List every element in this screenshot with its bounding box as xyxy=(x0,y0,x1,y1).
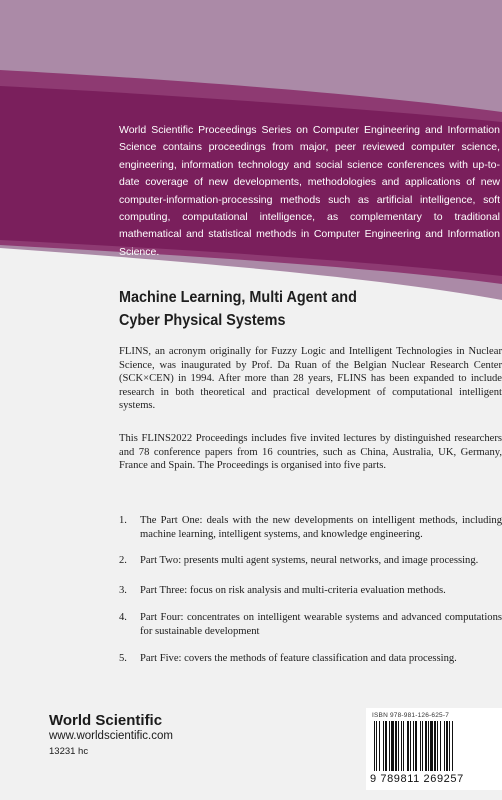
publisher-name: World Scientific xyxy=(49,712,163,729)
list-number: 1. xyxy=(119,515,127,526)
barcode-bar xyxy=(428,721,429,771)
list-item-part-2 xyxy=(119,554,502,568)
barcode-bar xyxy=(395,721,397,771)
barcode-panel xyxy=(366,708,502,790)
publisher-code: 13231 hc xyxy=(49,746,89,757)
book-title-line-2: Cyber Physical Systems xyxy=(119,312,286,329)
book-title-line-1: Machine Learning, Multi Agent and xyxy=(119,289,357,306)
barcode-bar xyxy=(415,721,417,771)
list-text: Part Two: presents multi agent systems, neural networks, and image processing. xyxy=(140,555,479,566)
barcode-bar xyxy=(401,721,402,771)
barcode-digits: 9 789811 269257 xyxy=(370,773,464,785)
book-title xyxy=(119,286,416,332)
list-number: 5. xyxy=(119,653,127,664)
barcode-bar xyxy=(407,721,409,771)
list-item-part-3 xyxy=(119,584,502,598)
barcode-bar xyxy=(444,721,445,771)
barcode-bar xyxy=(403,721,404,771)
list-text: Part Five: covers the methods of feature classification and data processing. xyxy=(140,653,457,664)
barcode-bar xyxy=(422,721,423,771)
barcode-graphic xyxy=(370,721,496,773)
list-item-part-1 xyxy=(119,514,502,541)
barcode-bar xyxy=(383,721,384,771)
barcode-bar xyxy=(420,721,421,771)
barcode-bar xyxy=(413,721,414,771)
list-item-part-5 xyxy=(119,652,502,666)
barcode-bar xyxy=(434,721,436,771)
barcode-bar xyxy=(398,721,399,771)
list-text: The Part One: deals with the new developments on intelligent methods, including machine learning, intelligent systems, and knowledge engineering. xyxy=(140,515,502,540)
barcode-bar xyxy=(452,721,453,771)
proceedings-paragraph: This FLINS2022 Proceedings includes five invited lectures by distinguished researchers and 78 conference papers from 16 countries, such as China, Australia, UK, Germany, France and Spain. The Proceedings is organised into five parts. xyxy=(119,433,502,472)
list-number: 2. xyxy=(119,555,127,566)
series-description: World Scientific Proceedings Series on Computer Engineering and Information Science contains proceedings from major, peer reviewed computer science, engineering, information technology and social science conferences with up-to-date coverage of new developments, methodologies and applications of new computer-information-processing methods such as artificial intelligence, soft computing, computational intelligence, as complementary to traditional mathematical and statistical methods in Computer Engineering and Information Science. xyxy=(119,124,500,258)
barcode-bar xyxy=(449,721,450,771)
list-item-part-4 xyxy=(119,611,502,638)
barcode-bar xyxy=(385,721,387,771)
isbn-label: ISBN 978-981-126-625-7 xyxy=(372,712,450,719)
barcode-bar xyxy=(437,721,438,771)
barcode-bar xyxy=(430,721,433,771)
list-number: 3. xyxy=(119,585,127,596)
list-number: 4. xyxy=(119,612,127,623)
barcode-bar xyxy=(391,721,394,771)
barcode-bar xyxy=(379,721,380,771)
barcode-bar xyxy=(425,721,427,771)
barcode-bar xyxy=(446,721,448,771)
list-text: Part Four: concentrates on intelligent wearable systems and advanced computations for sustainable development xyxy=(140,612,502,637)
intro-paragraph: FLINS, an acronym originally for Fuzzy Logic and Intelligent Technologies in Nuclear Science, was inaugurated by Prof. Da Ruan of the Belgian Nuclear Research Center (SCK×CEN) in 1994. After more than 28 years, FLINS has been expanded to include research in both theoretical and practical development of computational intelligent systems. xyxy=(119,346,502,412)
barcode-bar xyxy=(410,721,411,771)
barcode-bar xyxy=(440,721,441,771)
list-text: Part Three: focus on risk analysis and multi-criteria evaluation methods. xyxy=(140,585,446,596)
barcode-bar xyxy=(374,721,375,771)
publisher-url: www.worldscientific.com xyxy=(49,730,173,742)
barcode-bar xyxy=(376,721,377,771)
barcode-bar xyxy=(389,721,390,771)
